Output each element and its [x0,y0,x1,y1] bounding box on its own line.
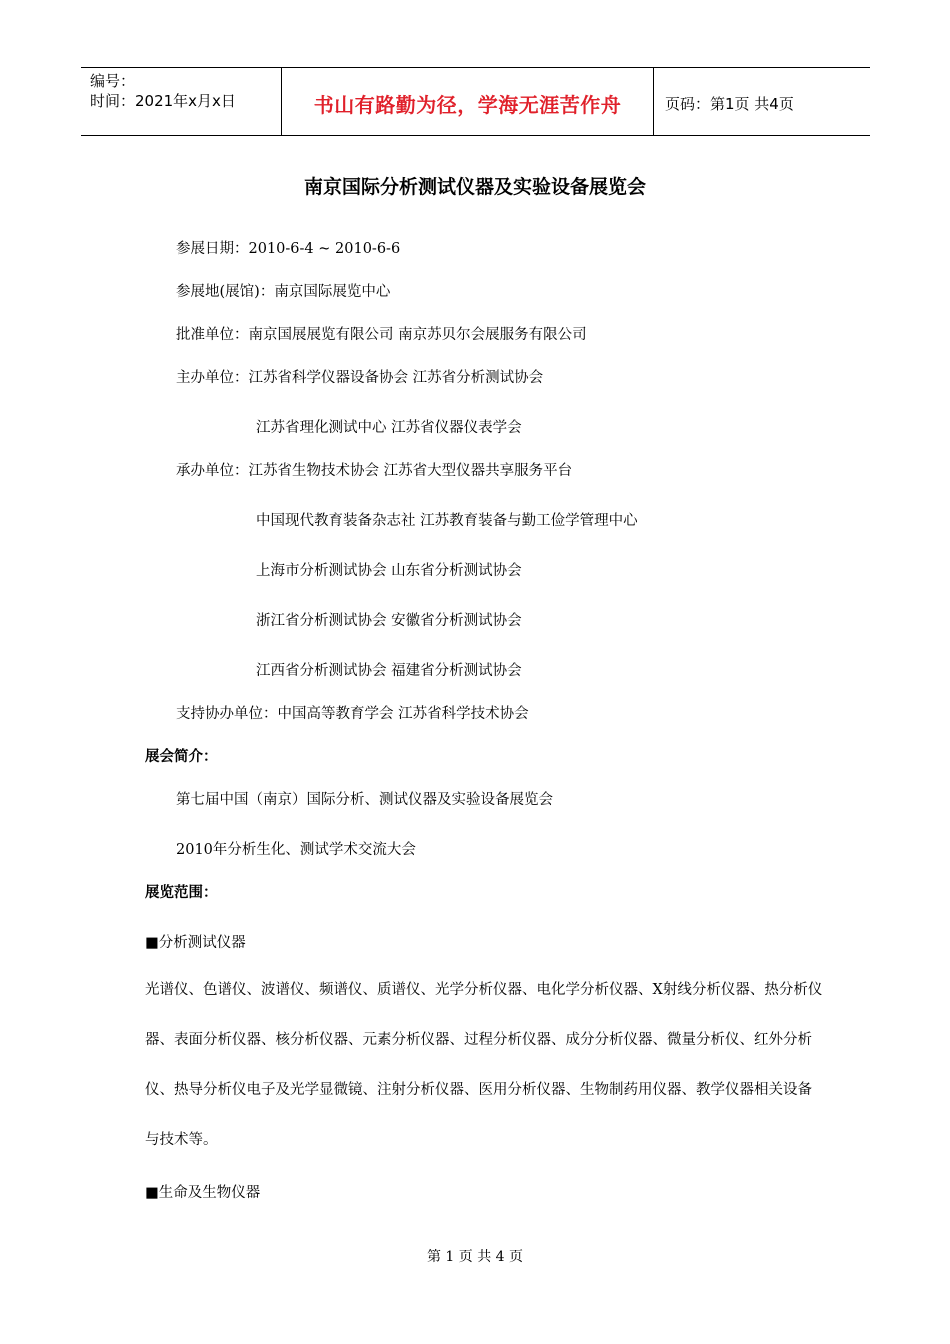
scope-heading: 展览范围： [145,885,218,901]
page-title: 南京国际分析测试仪器及实验设备展览会 [303,176,646,198]
host-units-1: 主办单位：江苏省科学仪器设备协会 江苏省分析测试协会 [176,370,544,386]
intro-heading: 展会简介： [145,749,218,765]
organizer-units-2: 中国现代教育装备杂志社 江苏教育装备与勤工俭学管理中心 [256,513,638,529]
header-right-cell [654,68,870,135]
number-label: 编号： [90,72,136,90]
scope-category-1-text: 光谱仪、色谱仪、波谱仪、频谱仪、质谱仪、光学分析仪器、电化学分析仪器、X射线分析仪器、热分析仪器、表面分析仪器、核分析仪器、元素分析仪器、过程分析仪器、成分分析仪器、微量分析仪、红外分析仪、热导分析仪电子及光学显微镜、注射分析仪器、医用分析仪器、生物制药用仪器、教学仪器相关设备与技术等。 [145,982,823,1148]
time-label: 时间：2021年x月x日 [90,92,236,110]
scope-category-1: ■分析测试仪器 [145,935,246,951]
approval-units: 批准单位：南京国展展览有限公司 南京苏贝尔会展服务有限公司 [176,327,587,343]
organizer-units-1: 承办单位：江苏省生物技术协会 江苏省大型仪器共享服务平台 [176,463,573,479]
page-footer: 第 1 页 共 4 页 [426,1249,524,1265]
organizer-units-5: 江西省分析测试协会 福建省分析测试协会 [256,663,522,679]
organizer-units-4: 浙江省分析测试协会 安徽省分析测试协会 [256,613,522,629]
page-info: 页码：第1页 共4页 [665,95,794,113]
scope-category-2: ■生命及生物仪器 [145,1185,261,1201]
intro-line-1: 第七届中国（南京）国际分析、测试仪器及实验设备展览会 [176,792,553,808]
host-units-2: 江苏省理化测试中心 江苏省仪器仪表学会 [256,420,522,436]
header-table [81,67,870,136]
header-left-cell [81,68,281,135]
motto-text: 书山有路勤为径，学海无涯苦作舟 [313,93,622,117]
exhibit-venue: 参展地(展馆)：南京国际展览中心 [176,284,391,300]
organizer-units-3: 上海市分析测试协会 山东省分析测试协会 [256,563,522,579]
intro-line-2: 2010年分析生化、测试学术交流大会 [176,842,416,858]
header-middle-cell [281,68,654,135]
support-units: 支持协办单位：中国高等教育学会 江苏省科学技术协会 [176,706,529,722]
exhibit-date: 参展日期：2010-6-4 ~ 2010-6-6 [176,241,401,257]
